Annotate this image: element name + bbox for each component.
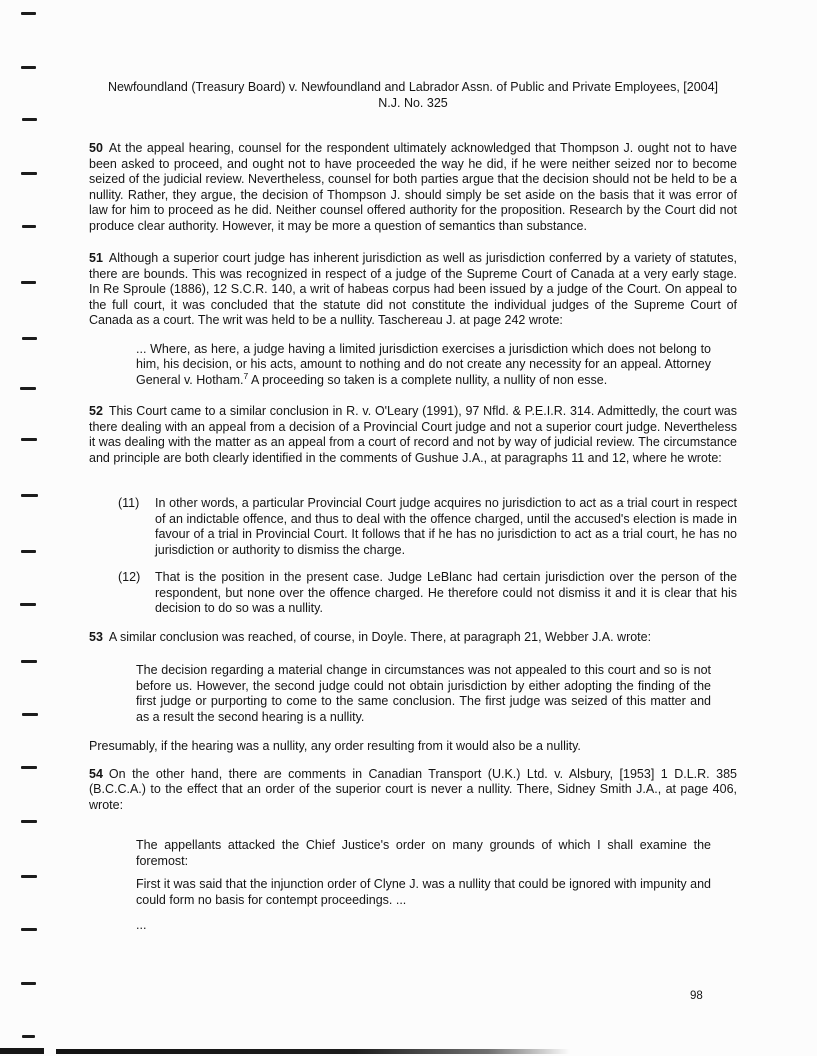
- list-item-text: That is the position in the present case. Judge LeBlanc had certain jurisdiction over the person of the respondent, but none over the offence charged. He therefore could not dismiss it and it is clear that his decision to do so was a nullity.: [155, 570, 737, 615]
- binding-mark: [21, 12, 36, 15]
- scan-edge-artifact: [56, 1049, 570, 1054]
- page-number: 98: [690, 990, 703, 1002]
- paragraph-text: Presumably, if the hearing was a nullity, any order resulting from it would also be a nullity.: [89, 739, 581, 753]
- paragraph-number: 54: [89, 766, 103, 781]
- quote-text: ...: [136, 918, 147, 932]
- binding-mark: [21, 766, 37, 769]
- binding-mark: [21, 982, 36, 985]
- binding-mark: [22, 225, 36, 228]
- paragraph-number: 50: [89, 141, 103, 155]
- list-item-12: [118, 570, 737, 617]
- binding-mark: [22, 337, 37, 340]
- paragraph-50: [89, 141, 737, 234]
- quote-text: The decision regarding a material change in circumstances was not appealed to this court and so is not before us. However, the second judge could not obtain jurisdiction by either adopting the finding of the first judge or purporting to come to the same conclusion. The first judge was seized of this matter and as a result the second hearing is a nullity.: [136, 663, 711, 724]
- binding-mark: [22, 1035, 35, 1038]
- paragraph-text: On the other hand, there are comments in Canadian Transport (U.K.) Ltd. v. Alsbury, [1953] 1 D.L.R. 385 (B.C.C.A.) to the effect that an order of the superior court is never a nullity. There, Sidney Smith J.A., at page 406, wrote:: [89, 766, 737, 812]
- binding-mark: [21, 494, 38, 497]
- scan-edge-artifact: [0, 1048, 44, 1054]
- paragraph-54: [89, 767, 737, 814]
- binding-mark: [22, 118, 37, 121]
- quote-text: First it was said that the injunction order of Clyne J. was a nullity that could be ignored with impunity and could form no basis for contempt proceedings. ...: [136, 877, 711, 907]
- binding-mark: [22, 713, 38, 716]
- paragraph-52: [89, 404, 737, 466]
- binding-mark: [20, 603, 36, 606]
- paragraph-53: [89, 630, 737, 646]
- block-quote-ellipsis: [136, 918, 711, 934]
- paragraph-51: [89, 251, 737, 329]
- binding-mark: [21, 172, 37, 175]
- binding-mark: [20, 387, 36, 390]
- block-quote-alsbury-line2: [136, 877, 711, 908]
- binding-mark: [21, 928, 37, 931]
- binding-mark: [21, 281, 36, 284]
- list-marker: (11): [118, 496, 140, 510]
- binding-mark: [21, 550, 36, 553]
- paragraph-presumably: [89, 739, 737, 755]
- paragraph-text: This Court came to a similar conclusion in R. v. O'Leary (1991), 97 Nfld. & P.E.I.R. 314. Admittedly, the court was there dealing with an appeal from a decision of a Provincial Court judge and not a superior court judge. Nevertheless it was dealing with the matter as an appeal from a court of record and not by way of judicial review. The circumstance and principle are both clearly identified in the comments of Gushue J.A., at paragraphs 11 and 12, where he wrote:: [89, 404, 737, 465]
- binding-mark: [21, 820, 37, 823]
- block-quote-doyle: [136, 663, 711, 725]
- paragraph-number: 52: [89, 404, 103, 418]
- paragraph-number: 53: [89, 629, 103, 644]
- list-marker: (12): [118, 570, 141, 584]
- binding-mark: [21, 660, 37, 663]
- quote-text: ... Where, as here, a judge having a limited jurisdiction exercises a jurisdiction which does not belong to him, his decision, or his acts, amount to nothing and do not create any necessity for an appeal. Attorney General v. Hotham.: [136, 341, 711, 387]
- quote-text: A proceeding so taken is a complete nullity, a nullity of non esse.: [248, 372, 608, 387]
- list-item-11: [118, 496, 737, 558]
- binding-mark: [21, 875, 37, 878]
- paragraph-text: Although a superior court judge has inherent jurisdiction as well as jurisdiction conferred by a variety of statutes, there are bounds. This was recognized in respect of a judge of the Supreme Court of Canada at a very early stage. In Re Sproule (1886), 12 S.C.R. 140, a writ of habeas corpus had been issued by a judge of the Court. On appeal to the full court, it was concluded that the statute did not constitute the individual judges of the Supreme Court of Canada as a court. The writ was held to be a nullity. Taschereau J. at page 242 wrote:: [89, 251, 737, 327]
- page-content: [89, 80, 737, 934]
- footnote-reference: 7: [243, 370, 249, 381]
- paragraph-text: A similar conclusion was reached, of course, in Doyle. There, at paragraph 21, Webber J.A. wrote:: [108, 629, 652, 644]
- case-title: Newfoundland (Treasury Board) v. Newfoundland and Labrador Assn. of Public and Private Employees, [2004]: [107, 80, 719, 94]
- list-item-text: In other words, a particular Provincial Court judge acquires no jurisdiction to act as a trial court in respect of an indictable offence, and thus to deal with the offence charged, until the accused's election is made in favour of a trial in Provincial Court. It follows that if he has no jurisdiction to act as a trial court, he has no jurisdiction or authority to dismiss the charge.: [155, 496, 737, 557]
- block-quote-alsbury-line1: [136, 838, 711, 869]
- block-quote-sproule: [136, 342, 711, 389]
- quote-text: The appellants attacked the Chief Justice's order on many grounds of which I shall examine the foremost:: [136, 838, 711, 868]
- paragraph-number: 51: [89, 251, 103, 265]
- case-citation: N.J. No. 325: [378, 95, 448, 110]
- paragraph-text: At the appeal hearing, counsel for the respondent ultimately acknowledged that Thompson J. ought not to have been asked to proceed, and ought not to have proceeded the way he did, if he were neither seized nor to become seized of the judicial review. Nevertheless, counsel for both parties argue that the decision should not be held to be a nullity. Rather, they argue, the decision of Thompson J. should simply be set aside on the basis that it was error of law for him to proceed as he did. Neither counsel offered authority for the proposition. Research by the Court did not produce clear authority. However, it may be more a question of semantics than substance.: [89, 141, 737, 233]
- binding-mark: [21, 66, 36, 69]
- binding-mark: [21, 438, 37, 441]
